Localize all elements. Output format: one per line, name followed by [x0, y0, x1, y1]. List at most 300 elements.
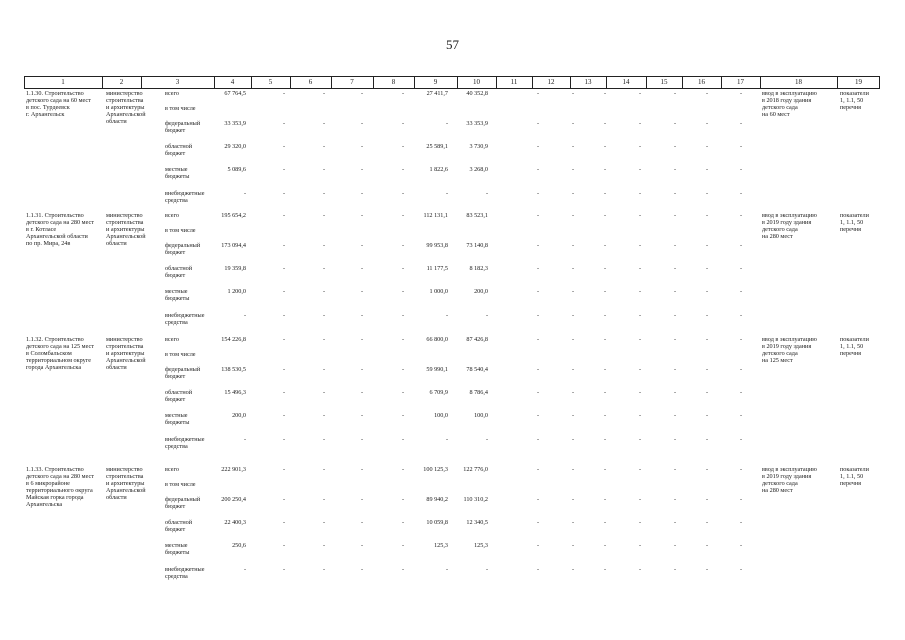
funding-source-label: местные бюджеты — [165, 288, 190, 302]
cell-value: - — [360, 166, 364, 173]
cell-value: - — [603, 542, 607, 549]
cell-value: 22 400,3 — [224, 519, 246, 526]
cell-value: - — [638, 466, 642, 473]
cell-value: 15 496,3 — [224, 389, 246, 396]
cell-value: 5 089,6 — [227, 166, 246, 173]
cell-value: - — [282, 519, 286, 526]
cell-value: - — [243, 566, 246, 573]
cell-value: - — [243, 312, 246, 319]
cell-value: - — [571, 542, 575, 549]
cell-value: - — [603, 496, 607, 503]
cell-value: 200,0 — [474, 288, 488, 295]
cell-value: - — [571, 312, 575, 319]
cell-value: - — [485, 312, 488, 319]
cell-value: 33 353,9 — [224, 120, 246, 127]
cell-value: - — [536, 143, 540, 150]
cell-value: 173 094,4 — [221, 242, 246, 249]
cell-value: - — [571, 265, 575, 272]
cell-value: - — [739, 265, 743, 272]
cell-value: - — [571, 436, 575, 443]
cell-value: - — [322, 212, 326, 219]
cell-value: - — [673, 336, 677, 343]
cell-value: - — [673, 436, 677, 443]
cell-value: - — [739, 336, 743, 343]
indicators: показатели 1, 1.1, 50 перечня — [840, 90, 869, 111]
cell-value: - — [282, 212, 286, 219]
header-cell-11: 11 — [510, 78, 518, 86]
cell-value: 122 776,0 — [463, 466, 488, 473]
cell-value: - — [571, 143, 575, 150]
funding-source-label: в том числе — [165, 481, 196, 488]
cell-value: - — [401, 496, 405, 503]
funding-source-label: внебюджетные средства — [165, 190, 205, 204]
cell-value: 200 250,4 — [221, 496, 246, 503]
cell-value: - — [739, 566, 743, 573]
header-cell-13: 13 — [584, 78, 592, 86]
header-cell-16: 16 — [698, 78, 705, 86]
cell-value: - — [571, 496, 575, 503]
cell-value: - — [603, 312, 607, 319]
cell-value: - — [638, 389, 642, 396]
cell-value: - — [739, 542, 743, 549]
cell-value: - — [401, 265, 405, 272]
cell-value: - — [322, 496, 326, 503]
cell-value: - — [322, 566, 326, 573]
funding-source-label: внебюджетные средства — [165, 312, 205, 326]
cell-value: - — [603, 436, 607, 443]
header-divider — [760, 77, 761, 88]
cell-value: - — [571, 212, 575, 219]
cell-value: - — [401, 166, 405, 173]
funding-source-label: всего — [165, 212, 179, 219]
cell-value: - — [445, 120, 448, 127]
cell-value: 125,3 — [474, 542, 488, 549]
expected-result: ввод в эксплуатацию в 2019 году здания детского сада на 280 мест — [762, 466, 817, 494]
funding-source-label: федеральный бюджет — [165, 242, 201, 256]
indicators: показатели 1, 1.1, 50 перечня — [840, 212, 869, 233]
cell-value: - — [571, 466, 575, 473]
cell-value: - — [603, 519, 607, 526]
cell-value: - — [322, 412, 326, 419]
cell-value: - — [401, 542, 405, 549]
header-divider — [721, 77, 722, 88]
cell-value: - — [603, 212, 607, 219]
cell-value: - — [705, 412, 709, 419]
cell-value: - — [603, 166, 607, 173]
cell-value: - — [536, 288, 540, 295]
cell-value: - — [282, 143, 286, 150]
indicators: показатели 1, 1.1, 50 перечня — [840, 336, 869, 357]
header-divider — [251, 77, 252, 88]
cell-value: - — [673, 412, 677, 419]
cell-value: - — [360, 190, 364, 197]
expected-result: ввод в эксплуатацию в 2019 году здания детского сада на 125 мест — [762, 336, 817, 364]
cell-value: - — [360, 389, 364, 396]
cell-value: - — [401, 143, 405, 150]
cell-value: - — [705, 120, 709, 127]
header-divider — [457, 77, 458, 88]
cell-value: 195 654,2 — [221, 212, 246, 219]
cell-value: - — [322, 190, 326, 197]
cell-value: - — [536, 120, 540, 127]
cell-value: - — [243, 436, 246, 443]
cell-value: - — [360, 288, 364, 295]
cell-value: - — [571, 389, 575, 396]
cell-value: - — [282, 190, 286, 197]
cell-value: - — [282, 389, 286, 396]
cell-value: - — [360, 265, 364, 272]
cell-value: - — [360, 120, 364, 127]
cell-value: - — [673, 190, 677, 197]
cell-value: - — [322, 436, 326, 443]
funding-source-label: всего — [165, 90, 179, 97]
cell-value: - — [322, 366, 326, 373]
cell-value: - — [603, 466, 607, 473]
funding-source-label: внебюджетные средства — [165, 566, 205, 580]
cell-value: - — [322, 519, 326, 526]
header-divider — [214, 77, 215, 88]
cell-value: - — [638, 288, 642, 295]
cell-value: - — [282, 496, 286, 503]
cell-value: - — [603, 389, 607, 396]
cell-value: - — [536, 366, 540, 373]
cell-value: - — [401, 436, 405, 443]
cell-value: 250,6 — [232, 542, 246, 549]
executor-name: министерство строительства и архитектуры Архангельской области — [106, 90, 146, 125]
funding-source-label: федеральный бюджет — [165, 120, 201, 134]
cell-value: - — [638, 120, 642, 127]
cell-value: - — [705, 90, 709, 97]
cell-value: - — [282, 90, 286, 97]
cell-value: - — [282, 312, 286, 319]
cell-value: - — [673, 366, 677, 373]
cell-value: - — [571, 242, 575, 249]
header-cell-19: 19 — [855, 78, 862, 86]
cell-value: - — [536, 519, 540, 526]
cell-value: - — [536, 542, 540, 549]
cell-value: - — [705, 466, 709, 473]
cell-value: - — [603, 120, 607, 127]
cell-value: - — [603, 366, 607, 373]
cell-value: - — [673, 90, 677, 97]
expected-result: ввод в эксплуатацию в 2019 году здания детского сада на 280 мест — [762, 212, 817, 240]
cell-value: - — [360, 412, 364, 419]
cell-value: - — [739, 190, 743, 197]
header-divider — [373, 77, 374, 88]
program-title: 1.1.31. Строительство детского сада на 280 мест в г. Котласе Архангельской области по пр. Мира, 24в — [26, 212, 94, 247]
cell-value: - — [571, 566, 575, 573]
cell-value: 67 764,5 — [224, 90, 246, 97]
cell-value: 73 140,8 — [466, 242, 488, 249]
program-title: 1.1.30. Строительство детского сада на 60 мест в пос. Турдеевск г. Архангельск — [26, 90, 91, 118]
cell-value: 110 310,2 — [463, 496, 488, 503]
cell-value: - — [485, 190, 488, 197]
cell-value: - — [445, 436, 448, 443]
cell-value: - — [638, 190, 642, 197]
cell-value: - — [282, 336, 286, 343]
funding-source-label: федеральный бюджет — [165, 496, 201, 510]
cell-value: - — [536, 466, 540, 473]
cell-value: - — [673, 566, 677, 573]
cell-value: - — [739, 496, 743, 503]
cell-value: - — [638, 566, 642, 573]
cell-value: - — [638, 366, 642, 373]
cell-value: - — [638, 242, 642, 249]
cell-value: - — [673, 166, 677, 173]
cell-value: - — [739, 242, 743, 249]
header-cell-1: 1 — [61, 78, 65, 86]
funding-source-label: в том числе — [165, 227, 196, 234]
header-divider — [879, 77, 880, 88]
cell-value: 59 990,1 — [426, 366, 448, 373]
cell-value: 8 786,4 — [469, 389, 488, 396]
cell-value: 3 730,9 — [469, 143, 488, 150]
cell-value: 29 320,0 — [224, 143, 246, 150]
cell-value: - — [282, 436, 286, 443]
cell-value: - — [445, 190, 448, 197]
cell-value: 33 353,9 — [466, 120, 488, 127]
header-divider — [141, 77, 142, 88]
header-cell-14: 14 — [622, 78, 630, 86]
cell-value: - — [673, 242, 677, 249]
cell-value: - — [282, 265, 286, 272]
cell-value: 6 709,9 — [429, 389, 448, 396]
header-cell-15: 15 — [660, 78, 668, 86]
cell-value: - — [705, 519, 709, 526]
cell-value: - — [638, 519, 642, 526]
cell-value: - — [673, 288, 677, 295]
cell-value: - — [282, 566, 286, 573]
cell-value: - — [282, 120, 286, 127]
cell-value: - — [536, 265, 540, 272]
cell-value: - — [536, 166, 540, 173]
cell-value: - — [282, 466, 286, 473]
cell-value: - — [638, 436, 642, 443]
cell-value: - — [739, 466, 743, 473]
cell-value: - — [638, 143, 642, 150]
cell-value: 3 268,0 — [469, 166, 488, 173]
cell-value: - — [638, 166, 642, 173]
cell-value: - — [536, 212, 540, 219]
cell-value: 200,0 — [232, 412, 246, 419]
cell-value: - — [322, 265, 326, 272]
cell-value: 138 530,5 — [221, 366, 246, 373]
cell-value: - — [705, 166, 709, 173]
header-divider — [837, 77, 838, 88]
cell-value: - — [322, 143, 326, 150]
cell-value: - — [536, 389, 540, 396]
cell-value: 89 940,2 — [426, 496, 448, 503]
header-divider — [24, 77, 25, 88]
cell-value: 100 125,3 — [423, 466, 448, 473]
cell-value: - — [571, 190, 575, 197]
header-divider — [570, 77, 571, 88]
cell-value: 87 426,8 — [466, 336, 488, 343]
cell-value: 10 059,8 — [426, 519, 448, 526]
cell-value: - — [360, 242, 364, 249]
cell-value: - — [401, 366, 405, 373]
cell-value: - — [536, 336, 540, 343]
cell-value: - — [739, 519, 743, 526]
cell-value: - — [536, 242, 540, 249]
cell-value: - — [673, 312, 677, 319]
cell-value: - — [739, 366, 743, 373]
cell-value: - — [571, 412, 575, 419]
cell-value: - — [536, 566, 540, 573]
cell-value: - — [360, 466, 364, 473]
cell-value: 1 822,6 — [429, 166, 448, 173]
header-cell-10: 10 — [473, 78, 480, 86]
funding-source-label: всего — [165, 466, 179, 473]
cell-value: - — [705, 143, 709, 150]
cell-value: - — [739, 288, 743, 295]
header-cell-7: 7 — [350, 78, 354, 86]
cell-value: - — [360, 143, 364, 150]
header-cell-2: 2 — [119, 78, 124, 86]
cell-value: - — [571, 90, 575, 97]
funding-source-label: в том числе — [165, 351, 196, 358]
funding-source-label: областной бюджет — [165, 265, 193, 279]
cell-value: - — [360, 436, 364, 443]
cell-value: - — [360, 542, 364, 549]
cell-value: - — [360, 496, 364, 503]
header-divider — [414, 77, 415, 88]
cell-value: - — [282, 542, 286, 549]
cell-value: - — [673, 212, 677, 219]
cell-value: - — [360, 90, 364, 97]
cell-value: 11 177,5 — [426, 265, 448, 272]
executor-name: министерство строительства и архитектуры Архангельской области — [106, 466, 146, 501]
cell-value: - — [360, 212, 364, 219]
cell-value: - — [673, 143, 677, 150]
cell-value: - — [445, 566, 448, 573]
cell-value: - — [739, 389, 743, 396]
cell-value: 12 340,5 — [466, 519, 488, 526]
cell-value: - — [739, 212, 743, 219]
executor-name: министерство строительства и архитектуры Архангельской области — [106, 336, 146, 371]
header-divider — [102, 77, 103, 88]
cell-value: 25 589,1 — [426, 143, 448, 150]
cell-value: - — [705, 436, 709, 443]
cell-value: - — [673, 120, 677, 127]
cell-value: - — [603, 143, 607, 150]
cell-value: - — [322, 166, 326, 173]
cell-value: - — [673, 519, 677, 526]
cell-value: 8 182,3 — [469, 265, 488, 272]
cell-value: - — [322, 288, 326, 295]
cell-value: - — [603, 265, 607, 272]
cell-value: - — [282, 288, 286, 295]
header-cell-3: 3 — [175, 78, 180, 86]
cell-value: - — [705, 212, 709, 219]
cell-value: - — [739, 143, 743, 150]
cell-value: - — [322, 242, 326, 249]
cell-value: - — [401, 242, 405, 249]
cell-value: 154 226,8 — [221, 336, 246, 343]
header-divider — [646, 77, 647, 88]
cell-value: - — [705, 336, 709, 343]
cell-value: - — [536, 312, 540, 319]
cell-value: - — [603, 190, 607, 197]
cell-value: - — [401, 120, 405, 127]
cell-value: - — [638, 265, 642, 272]
funding-source-label: областной бюджет — [165, 143, 193, 157]
cell-value: - — [739, 90, 743, 97]
cell-value: - — [638, 212, 642, 219]
table-header — [24, 76, 880, 89]
cell-value: - — [401, 288, 405, 295]
cell-value: - — [401, 336, 405, 343]
header-divider — [331, 77, 332, 88]
cell-value: 83 523,1 — [466, 212, 488, 219]
header-divider — [606, 77, 607, 88]
cell-value: 125,3 — [434, 542, 448, 549]
cell-value: - — [401, 212, 405, 219]
cell-value: - — [282, 166, 286, 173]
cell-value: - — [536, 412, 540, 419]
cell-value: 19 359,8 — [224, 265, 246, 272]
cell-value: - — [638, 336, 642, 343]
cell-value: 100,0 — [474, 412, 488, 419]
header-cell-4: 4 — [230, 78, 235, 86]
cell-value: - — [603, 90, 607, 97]
cell-value: - — [603, 242, 607, 249]
expected-result: ввод в эксплуатацию в 2018 году здания детского сада на 60 мест — [762, 90, 817, 118]
cell-value: - — [673, 265, 677, 272]
cell-value: - — [705, 566, 709, 573]
program-title: 1.1.33. Строительство детского сада на 280 мест в 6 микрорайоне территориального округа Майская горка города Архангельска — [26, 466, 94, 508]
funding-source-label: местные бюджеты — [165, 542, 190, 556]
cell-value: - — [571, 166, 575, 173]
cell-value: - — [322, 312, 326, 319]
cell-value: - — [673, 542, 677, 549]
cell-value: - — [638, 412, 642, 419]
header-cell-18: 18 — [795, 78, 802, 86]
cell-value: - — [603, 336, 607, 343]
cell-value: - — [322, 389, 326, 396]
cell-value: 100,0 — [434, 412, 448, 419]
funding-source-label: федеральный бюджет — [165, 366, 201, 380]
cell-value: - — [638, 496, 642, 503]
cell-value: - — [401, 312, 405, 319]
cell-value: - — [673, 496, 677, 503]
cell-value: - — [401, 466, 405, 473]
cell-value: 40 352,8 — [466, 90, 488, 97]
cell-value: - — [705, 312, 709, 319]
cell-value: - — [673, 389, 677, 396]
cell-value: 112 131,1 — [423, 212, 448, 219]
cell-value: - — [401, 519, 405, 526]
funding-source-label: в том числе — [165, 105, 196, 112]
header-divider — [682, 77, 683, 88]
cell-value: - — [739, 120, 743, 127]
cell-value: - — [485, 436, 488, 443]
cell-value: - — [705, 496, 709, 503]
cell-value: - — [536, 90, 540, 97]
cell-value: - — [705, 542, 709, 549]
header-cell-17: 17 — [737, 78, 744, 86]
funding-source-label: местные бюджеты — [165, 166, 190, 180]
cell-value: - — [322, 542, 326, 549]
cell-value: - — [401, 90, 405, 97]
cell-value: - — [638, 312, 642, 319]
cell-value: 99 953,8 — [426, 242, 448, 249]
executor-name: министерство строительства и архитектуры Архангельской области — [106, 212, 146, 247]
cell-value: - — [360, 519, 364, 526]
cell-value: - — [673, 466, 677, 473]
cell-value: 1 000,0 — [429, 288, 448, 295]
cell-value: - — [571, 288, 575, 295]
